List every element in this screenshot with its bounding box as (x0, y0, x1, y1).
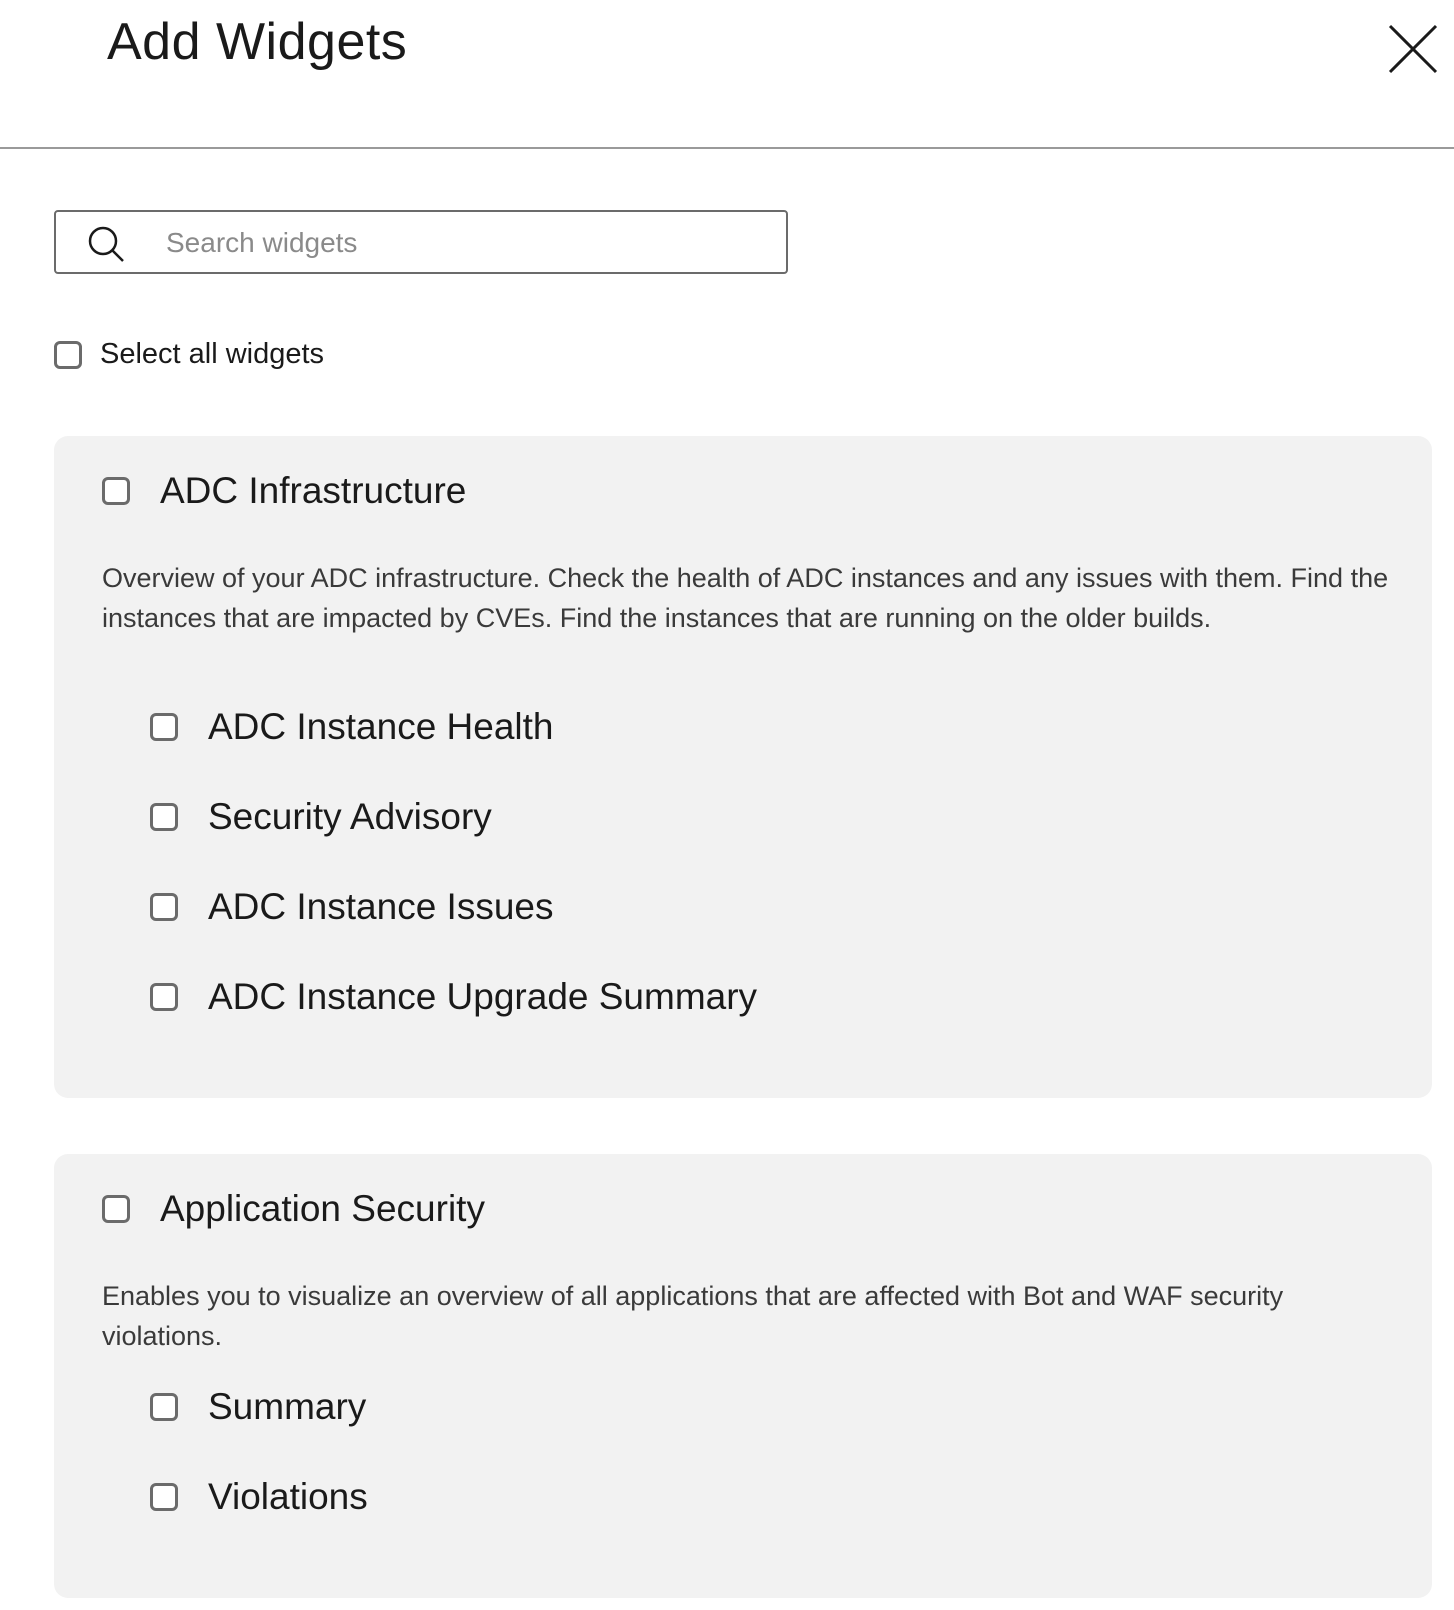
select-all-label: Select all widgets (100, 338, 325, 370)
widget-checkbox[interactable] (150, 893, 178, 921)
widget-checkbox[interactable] (150, 983, 178, 1011)
widget-item-adc-instance-upgrade-summary[interactable] (150, 976, 757, 1018)
group-description: Overview of your ADC infrastructure. Check the health of ADC instances and any issues with them. Find the instances that are impacted by CVEs. Find the instances that are running on the older builds. (102, 563, 1389, 633)
group-title: ADC Infrastructure (160, 470, 467, 511)
widget-label: ADC Instance Upgrade Summary (208, 976, 758, 1017)
search-input[interactable] (164, 220, 768, 266)
group-checkbox-adc-infrastructure[interactable] (102, 477, 130, 505)
group-header[interactable] (102, 1188, 485, 1230)
widget-item-security-advisory[interactable] (150, 796, 492, 838)
select-all-row[interactable] (54, 338, 324, 371)
widget-label: Summary (208, 1386, 367, 1427)
search-box (54, 210, 788, 274)
widget-checkbox[interactable] (150, 1393, 178, 1421)
widget-item-adc-instance-issues[interactable] (150, 886, 553, 928)
widget-item-summary[interactable] (150, 1386, 366, 1428)
widget-checkbox[interactable] (150, 713, 178, 741)
dialog-title: Add Widgets (107, 13, 408, 71)
widget-label: Security Advisory (208, 796, 492, 837)
widget-item-violations[interactable] (150, 1476, 368, 1518)
close-button[interactable] (1386, 22, 1442, 78)
close-icon (1386, 22, 1442, 78)
widget-label: ADC Instance Health (208, 706, 554, 747)
widget-checkbox[interactable] (150, 803, 178, 831)
dialog-header (0, 0, 1454, 149)
group-checkbox-application-security[interactable] (102, 1195, 130, 1223)
widget-item-adc-instance-health[interactable] (150, 706, 554, 748)
widget-label: ADC Instance Issues (208, 886, 554, 927)
group-description: Enables you to visualize an overview of all applications that are affected with Bot and WAF security violations. (102, 1281, 1284, 1351)
widget-group-adc-infrastructure (54, 436, 1432, 1098)
widget-checkbox[interactable] (150, 1483, 178, 1511)
group-header[interactable] (102, 470, 466, 512)
widget-label: Violations (208, 1476, 368, 1517)
select-all-checkbox[interactable] (54, 341, 82, 369)
widget-group-application-security (54, 1154, 1432, 1598)
group-title: Application Security (160, 1188, 485, 1229)
search-icon (86, 224, 126, 264)
